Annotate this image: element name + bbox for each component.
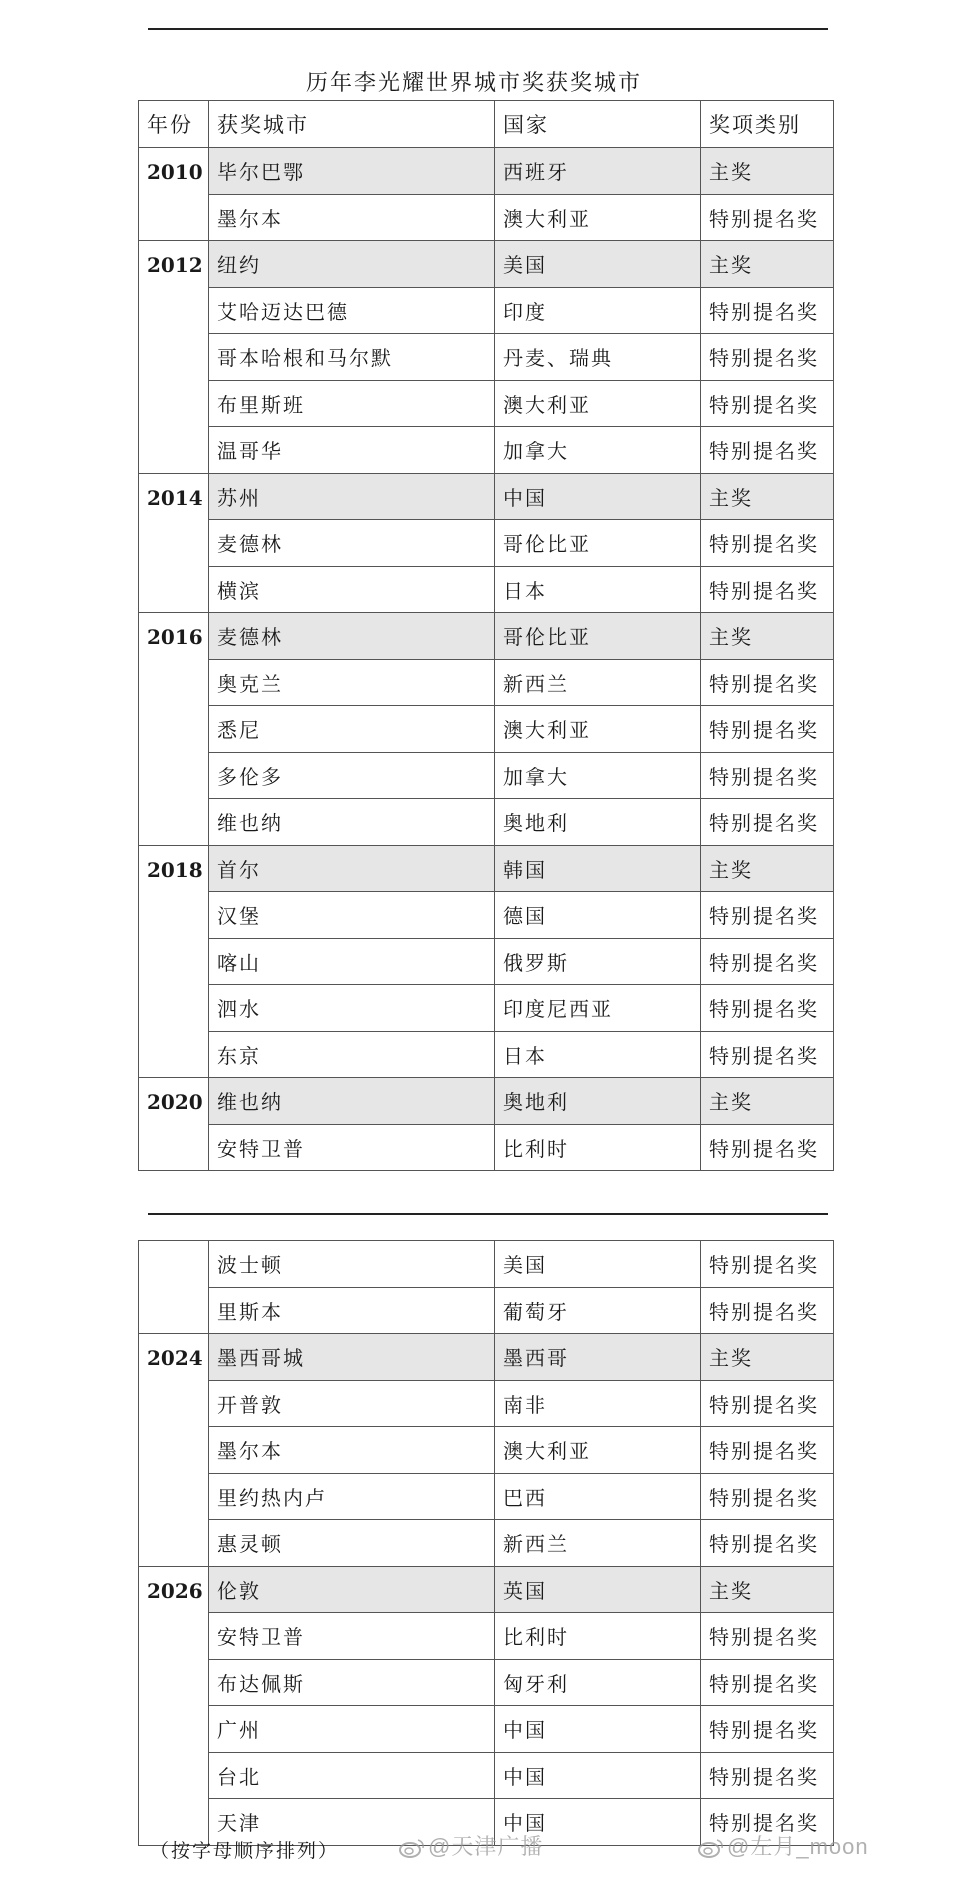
city-cell: 惠灵顿 bbox=[209, 1520, 495, 1567]
city-cell: 汉堡 bbox=[209, 892, 495, 939]
category-cell: 特别提名奖 bbox=[701, 287, 834, 334]
city-cell: 墨西哥城 bbox=[209, 1334, 495, 1381]
year-cell: 2024 bbox=[139, 1334, 209, 1567]
country-cell: 澳大利亚 bbox=[495, 194, 701, 241]
table-row bbox=[139, 520, 834, 567]
table-row bbox=[139, 613, 834, 660]
year-cell: 2012 bbox=[139, 241, 209, 474]
footnote: （按字母顺序排列） bbox=[150, 1840, 340, 1862]
category-cell: 特别提名奖 bbox=[701, 752, 834, 799]
year-cell bbox=[139, 1241, 209, 1334]
category-cell: 特别提名奖 bbox=[701, 1613, 834, 1660]
country-cell: 比利时 bbox=[495, 1613, 701, 1660]
country-cell: 中国 bbox=[495, 1706, 701, 1753]
table-row bbox=[139, 194, 834, 241]
year-cell: 2020 bbox=[139, 1078, 209, 1171]
category-cell: 特别提名奖 bbox=[701, 985, 834, 1032]
category-cell: 主奖 bbox=[701, 613, 834, 660]
table-row bbox=[139, 241, 834, 288]
table-row bbox=[139, 1566, 834, 1613]
table-row bbox=[139, 1241, 834, 1288]
country-cell: 巴西 bbox=[495, 1473, 701, 1520]
table-row bbox=[139, 752, 834, 799]
header-country: 国家 bbox=[495, 101, 701, 148]
category-cell: 特别提名奖 bbox=[701, 799, 834, 846]
city-cell: 墨尔本 bbox=[209, 1427, 495, 1474]
country-cell: 南非 bbox=[495, 1380, 701, 1427]
year-cell: 2016 bbox=[139, 613, 209, 846]
city-cell: 开普敦 bbox=[209, 1380, 495, 1427]
table-row bbox=[139, 380, 834, 427]
country-cell: 澳大利亚 bbox=[495, 1427, 701, 1474]
category-cell: 特别提名奖 bbox=[701, 520, 834, 567]
country-cell: 英国 bbox=[495, 1566, 701, 1613]
country-cell: 印度 bbox=[495, 287, 701, 334]
city-cell: 布达佩斯 bbox=[209, 1659, 495, 1706]
year-cell: 2010 bbox=[139, 148, 209, 241]
category-cell: 主奖 bbox=[701, 1566, 834, 1613]
top-rule bbox=[148, 28, 828, 30]
table-row bbox=[139, 1473, 834, 1520]
category-cell: 特别提名奖 bbox=[701, 1659, 834, 1706]
table-row bbox=[139, 659, 834, 706]
watermark-user bbox=[697, 1830, 869, 1861]
country-cell: 新西兰 bbox=[495, 659, 701, 706]
country-cell: 澳大利亚 bbox=[495, 380, 701, 427]
category-cell: 特别提名奖 bbox=[701, 1752, 834, 1799]
category-cell: 特别提名奖 bbox=[701, 1473, 834, 1520]
category-cell: 特别提名奖 bbox=[701, 566, 834, 613]
city-cell: 麦德林 bbox=[209, 613, 495, 660]
city-cell: 里约热内卢 bbox=[209, 1473, 495, 1520]
category-cell: 特别提名奖 bbox=[701, 1520, 834, 1567]
table-row bbox=[139, 473, 834, 520]
table-row bbox=[139, 1706, 834, 1753]
watermark-text: @天津广播 bbox=[428, 1834, 544, 1859]
city-cell: 墨尔本 bbox=[209, 194, 495, 241]
table-row bbox=[139, 799, 834, 846]
category-cell: 特别提名奖 bbox=[701, 194, 834, 241]
table-row bbox=[139, 566, 834, 613]
city-cell: 天津 bbox=[209, 1799, 495, 1846]
country-cell: 中国 bbox=[495, 473, 701, 520]
country-cell: 美国 bbox=[495, 1241, 701, 1288]
category-cell: 特别提名奖 bbox=[701, 1241, 834, 1288]
city-cell: 苏州 bbox=[209, 473, 495, 520]
category-cell: 特别提名奖 bbox=[701, 1380, 834, 1427]
country-cell: 奥地利 bbox=[495, 1078, 701, 1125]
table-row bbox=[139, 1752, 834, 1799]
table-row bbox=[139, 1078, 834, 1125]
category-cell: 特别提名奖 bbox=[701, 427, 834, 474]
category-cell: 特别提名奖 bbox=[701, 1706, 834, 1753]
city-cell: 多伦多 bbox=[209, 752, 495, 799]
country-cell: 加拿大 bbox=[495, 427, 701, 474]
header-city: 获奖城市 bbox=[209, 101, 495, 148]
country-cell: 日本 bbox=[495, 566, 701, 613]
weibo-icon bbox=[398, 1838, 426, 1858]
city-cell: 喀山 bbox=[209, 938, 495, 985]
country-cell: 西班牙 bbox=[495, 148, 701, 195]
table-row bbox=[139, 1613, 834, 1660]
city-cell: 奥克兰 bbox=[209, 659, 495, 706]
category-cell: 特别提名奖 bbox=[701, 1427, 834, 1474]
table-row bbox=[139, 1659, 834, 1706]
city-cell: 麦德林 bbox=[209, 520, 495, 567]
category-cell: 特别提名奖 bbox=[701, 1287, 834, 1334]
category-cell: 特别提名奖 bbox=[701, 659, 834, 706]
country-cell: 澳大利亚 bbox=[495, 706, 701, 753]
country-cell: 俄罗斯 bbox=[495, 938, 701, 985]
year-cell: 2018 bbox=[139, 845, 209, 1078]
country-cell: 哥伦比亚 bbox=[495, 613, 701, 660]
country-cell: 中国 bbox=[495, 1799, 701, 1846]
country-cell: 新西兰 bbox=[495, 1520, 701, 1567]
country-cell: 韩国 bbox=[495, 845, 701, 892]
country-cell: 日本 bbox=[495, 1031, 701, 1078]
city-cell: 波士顿 bbox=[209, 1241, 495, 1288]
table-row bbox=[139, 892, 834, 939]
table-row bbox=[139, 985, 834, 1032]
city-cell: 伦敦 bbox=[209, 1566, 495, 1613]
awards-table-page-1 bbox=[138, 100, 834, 1171]
table-row bbox=[139, 1427, 834, 1474]
table-row bbox=[139, 287, 834, 334]
city-cell: 泗水 bbox=[209, 985, 495, 1032]
city-cell: 横滨 bbox=[209, 566, 495, 613]
city-cell: 毕尔巴鄂 bbox=[209, 148, 495, 195]
country-cell: 奥地利 bbox=[495, 799, 701, 846]
document-title: 历年李光耀世界城市奖获奖城市 bbox=[305, 71, 642, 96]
table-row bbox=[139, 148, 834, 195]
table-row bbox=[139, 334, 834, 381]
city-cell: 温哥华 bbox=[209, 427, 495, 474]
country-cell: 印度尼西亚 bbox=[495, 985, 701, 1032]
category-cell: 特别提名奖 bbox=[701, 892, 834, 939]
city-cell: 里斯本 bbox=[209, 1287, 495, 1334]
city-cell: 维也纳 bbox=[209, 799, 495, 846]
table-row bbox=[139, 1031, 834, 1078]
city-cell: 维也纳 bbox=[209, 1078, 495, 1125]
city-cell: 纽约 bbox=[209, 241, 495, 288]
city-cell: 广州 bbox=[209, 1706, 495, 1753]
table-header-row bbox=[139, 101, 834, 148]
watermark-tianjin-broadcast bbox=[398, 1830, 543, 1861]
country-cell: 美国 bbox=[495, 241, 701, 288]
header-category: 奖项类别 bbox=[701, 101, 834, 148]
country-cell: 哥伦比亚 bbox=[495, 520, 701, 567]
weibo-icon bbox=[697, 1838, 725, 1858]
table-row bbox=[139, 1287, 834, 1334]
city-cell: 安特卫普 bbox=[209, 1613, 495, 1660]
category-cell: 特别提名奖 bbox=[701, 1124, 834, 1171]
country-cell: 墨西哥 bbox=[495, 1334, 701, 1381]
country-cell: 丹麦、瑞典 bbox=[495, 334, 701, 381]
country-cell: 比利时 bbox=[495, 1124, 701, 1171]
category-cell: 主奖 bbox=[701, 1334, 834, 1381]
city-cell: 台北 bbox=[209, 1752, 495, 1799]
table-row bbox=[139, 706, 834, 753]
year-cell: 2014 bbox=[139, 473, 209, 613]
city-cell: 安特卫普 bbox=[209, 1124, 495, 1171]
table-row bbox=[139, 427, 834, 474]
table-row bbox=[139, 938, 834, 985]
table-row bbox=[139, 845, 834, 892]
city-cell: 首尔 bbox=[209, 845, 495, 892]
country-cell: 匈牙利 bbox=[495, 1659, 701, 1706]
category-cell: 主奖 bbox=[701, 473, 834, 520]
country-cell: 加拿大 bbox=[495, 752, 701, 799]
table-row bbox=[139, 1124, 834, 1171]
category-cell: 特别提名奖 bbox=[701, 706, 834, 753]
city-cell: 东京 bbox=[209, 1031, 495, 1078]
category-cell: 特别提名奖 bbox=[701, 1031, 834, 1078]
category-cell: 特别提名奖 bbox=[701, 1799, 834, 1846]
category-cell: 主奖 bbox=[701, 241, 834, 288]
category-cell: 主奖 bbox=[701, 845, 834, 892]
watermark-text: @左月_moon bbox=[727, 1834, 869, 1859]
city-cell: 艾哈迈达巴德 bbox=[209, 287, 495, 334]
table-row bbox=[139, 1520, 834, 1567]
category-cell: 特别提名奖 bbox=[701, 334, 834, 381]
category-cell: 特别提名奖 bbox=[701, 380, 834, 427]
category-cell: 特别提名奖 bbox=[701, 938, 834, 985]
category-cell: 主奖 bbox=[701, 148, 834, 195]
country-cell: 中国 bbox=[495, 1752, 701, 1799]
header-year: 年份 bbox=[139, 101, 209, 148]
awards-table-page-2 bbox=[138, 1240, 834, 1846]
table-row bbox=[139, 1380, 834, 1427]
category-cell: 主奖 bbox=[701, 1078, 834, 1125]
city-cell: 悉尼 bbox=[209, 706, 495, 753]
year-cell: 2026 bbox=[139, 1566, 209, 1845]
country-cell: 德国 bbox=[495, 892, 701, 939]
table-row bbox=[139, 1334, 834, 1381]
city-cell: 布里斯班 bbox=[209, 380, 495, 427]
city-cell: 哥本哈根和马尔默 bbox=[209, 334, 495, 381]
page-break-rule bbox=[148, 1213, 828, 1215]
country-cell: 葡萄牙 bbox=[495, 1287, 701, 1334]
